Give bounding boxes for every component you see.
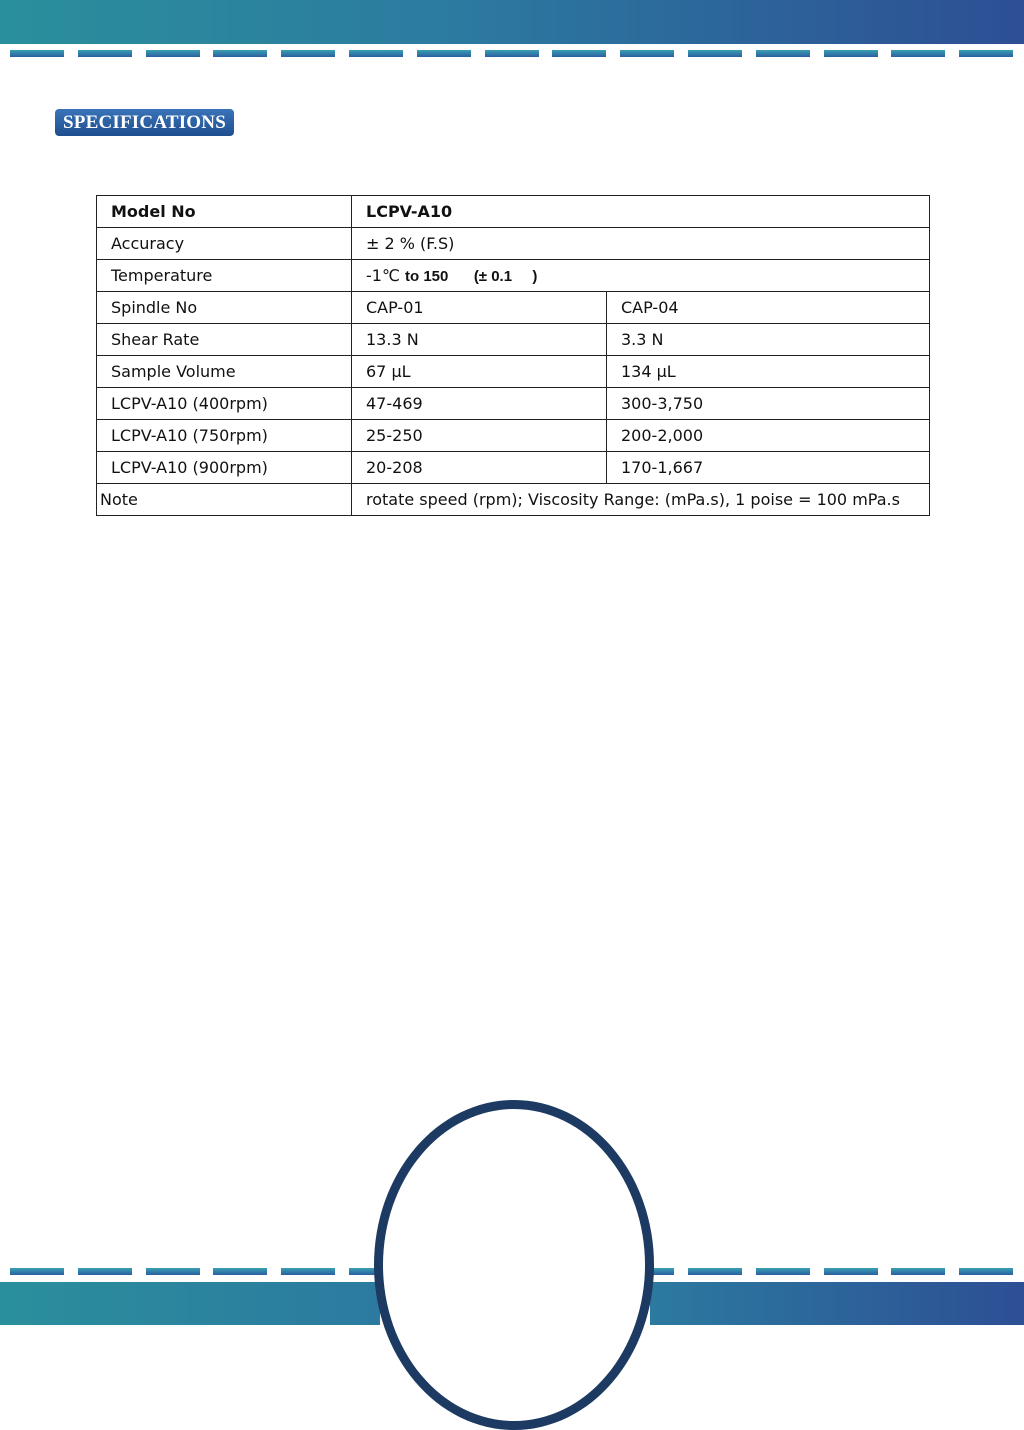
temperature-accuracy: (± 0.1 — [473, 268, 513, 285]
row-label: Sample Volume — [97, 356, 352, 388]
row-value-a: 67 µL — [352, 356, 607, 388]
table-row — [97, 484, 930, 516]
accuracy-value: ± 2 % (F.S) — [352, 228, 930, 260]
row-label: LCPV-A10 (750rpm) — [97, 420, 352, 452]
decorative-dash — [891, 1268, 945, 1275]
note-value: rotate speed (rpm); Viscosity Range: (mPa.s), 1 poise = 100 mPa.s — [352, 484, 930, 516]
table-row — [97, 228, 930, 260]
row-label: LCPV-A10 (400rpm) — [97, 388, 352, 420]
row-value-a: 20-208 — [352, 452, 607, 484]
model-label: Model No — [97, 196, 352, 228]
note-label: Note — [97, 484, 352, 516]
temperature-to: to 150 — [405, 268, 449, 285]
table-row — [97, 324, 930, 356]
decorative-dash — [78, 50, 132, 57]
footer-band-left — [0, 1282, 380, 1325]
decorative-dash — [620, 50, 674, 57]
decorative-dash — [891, 50, 945, 57]
decorative-dash — [688, 50, 742, 57]
row-value-b: 3.3 N — [607, 324, 930, 356]
table-row — [97, 420, 930, 452]
row-value-a: 25-250 — [352, 420, 607, 452]
row-value-b: 134 µL — [607, 356, 930, 388]
footer-circle — [374, 1100, 654, 1430]
header-band — [0, 0, 1024, 44]
row-value-b: 300-3,750 — [607, 388, 930, 420]
decorative-dash — [485, 50, 539, 57]
row-value-a: CAP-01 — [352, 292, 607, 324]
table-row — [97, 196, 930, 228]
decorative-dash — [688, 1268, 742, 1275]
decorative-dash — [959, 1268, 1013, 1275]
decorative-dash — [349, 50, 403, 57]
decorative-dash — [146, 50, 200, 57]
header-dash-row — [0, 50, 1024, 57]
decorative-dash — [959, 50, 1013, 57]
table-row — [97, 356, 930, 388]
footer-band-right — [650, 1282, 1024, 1325]
row-value-a: 13.3 N — [352, 324, 607, 356]
specifications-table — [96, 195, 930, 516]
row-value-b: 170-1,667 — [607, 452, 930, 484]
decorative-dash — [281, 50, 335, 57]
row-label: LCPV-A10 (900rpm) — [97, 452, 352, 484]
table-row — [97, 292, 930, 324]
decorative-dash — [213, 1268, 267, 1275]
temperature-value — [352, 260, 930, 292]
decorative-dash — [281, 1268, 335, 1275]
temperature-close: ) — [532, 268, 538, 285]
table-row — [97, 388, 930, 420]
decorative-dash — [10, 50, 64, 57]
decorative-dash — [146, 1268, 200, 1275]
decorative-dash — [213, 50, 267, 57]
decorative-dash — [417, 50, 471, 57]
table-row — [97, 452, 930, 484]
table-row — [97, 260, 930, 292]
specifications-badge: SPECIFICATIONS — [55, 109, 234, 136]
row-label: Shear Rate — [97, 324, 352, 356]
decorative-dash — [824, 50, 878, 57]
decorative-dash — [10, 1268, 64, 1275]
row-value-b: 200-2,000 — [607, 420, 930, 452]
model-value: LCPV-A10 — [352, 196, 930, 228]
decorative-dash — [756, 1268, 810, 1275]
temperature-label: Temperature — [97, 260, 352, 292]
row-value-a: 47-469 — [352, 388, 607, 420]
accuracy-label: Accuracy — [97, 228, 352, 260]
row-label: Spindle No — [97, 292, 352, 324]
temperature-start: -1℃ — [366, 266, 400, 285]
decorative-dash — [824, 1268, 878, 1275]
row-value-b: CAP-04 — [607, 292, 930, 324]
decorative-dash — [78, 1268, 132, 1275]
decorative-dash — [552, 50, 606, 57]
decorative-dash — [756, 50, 810, 57]
